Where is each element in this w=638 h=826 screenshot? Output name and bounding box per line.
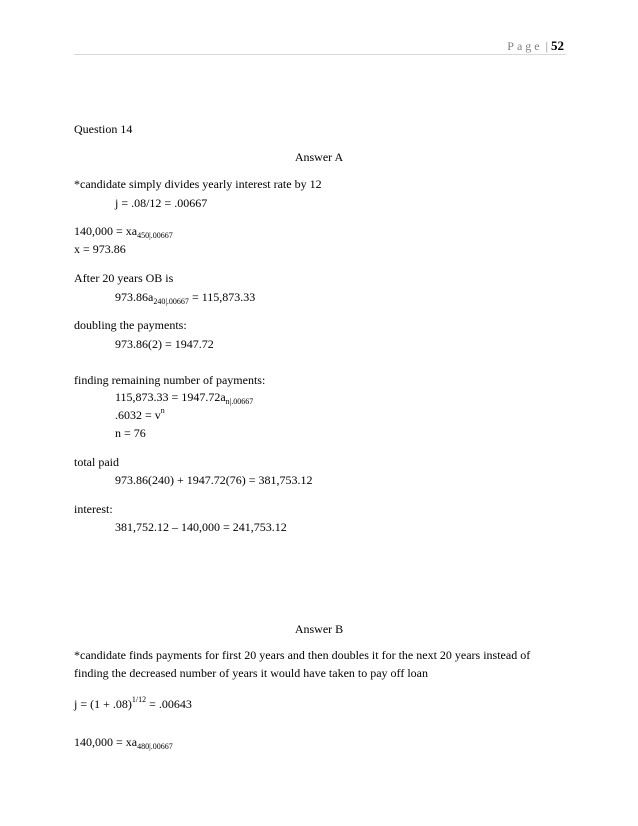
answer-a-note: *candidate simply divides yearly interest rate by 12: [74, 177, 322, 191]
answer-a-v-eq: $.6032 = v^n$: [115, 406, 165, 422]
answer-a-after-label: After 20 years OB is: [74, 271, 174, 285]
page-separator: |: [545, 39, 548, 53]
answer-b-heading: Answer B: [294, 622, 344, 636]
answer-a-interest-calc: 381,752.12 – 140,000 = 241,753.12: [115, 520, 287, 534]
answer-b-note-line1: *candidate finds payments for first 20 years and then doubles it for the next 20 years instead of: [74, 648, 531, 662]
answer-a-doubling-calc: 973.86(2) = 1947.72: [115, 337, 214, 351]
answer-a-total-calc: 973.86(240) + 1947.72(76) = 381,753.12: [115, 473, 313, 487]
header-rule: [74, 54, 566, 55]
answer-b-note-line2: finding the decreased number of years it would have taken to pay off loan: [74, 666, 428, 680]
answer-a-n: n = 76: [115, 426, 146, 440]
question-heading: Question 14: [74, 122, 133, 136]
answer-a-doubling-label: doubling the payments:: [74, 318, 187, 332]
answer-a-total-label: total paid: [74, 455, 119, 469]
answer-a-finding-label: finding remaining number of payments:: [74, 373, 266, 387]
page-number: 52: [551, 38, 564, 53]
answer-a-rate: j = .08/12 = .00667: [115, 196, 208, 210]
answer-a-remaining-eq: $115,873.33 = 1947.72a_{n|.00667}$: [115, 390, 254, 406]
answer-a-outstanding-balance: $973.86a_{240|.00667} = 115,873.33$: [115, 290, 256, 306]
page-header: [507, 38, 564, 54]
answer-b-present-value: $140,000 = xa_{480|.00667}$: [74, 735, 173, 751]
answer-a-payment: x = 973.86: [74, 242, 126, 256]
answer-a-present-value: $140,000 = xa_{450|.00667}$: [74, 224, 173, 240]
answer-a-heading: Answer A: [294, 150, 344, 164]
answer-b-rate: $j = (1 + .08)^{1/12} = .00643$: [74, 695, 192, 711]
answer-a-interest-label: interest:: [74, 502, 113, 516]
page-word: Page: [507, 39, 543, 53]
